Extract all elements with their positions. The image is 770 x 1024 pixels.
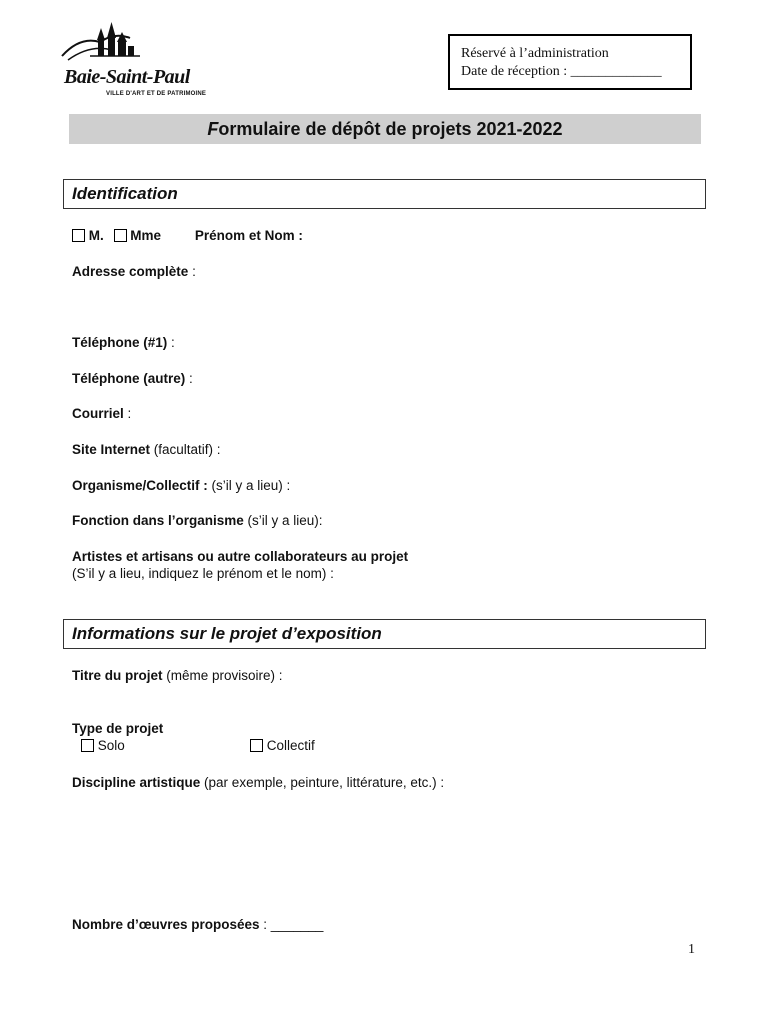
title-rest: ormulaire de dépôt de projets 2021-2022 — [218, 118, 563, 139]
label-nombre-oeuvres: Nombre d’œuvres proposées — [72, 917, 260, 932]
field-organisme — [72, 478, 290, 493]
label-discipline: Discipline artistique — [72, 775, 201, 790]
logo-name: Baie-Saint-Paul — [64, 66, 190, 88]
admin-reserved-box — [448, 34, 692, 90]
label-site-internet: Site Internet — [72, 442, 151, 457]
label-discipline-suffix: (par exemple, peinture, littérature, etc.) : — [200, 775, 445, 790]
label-m: M. — [88, 228, 104, 243]
field-discipline — [72, 775, 444, 790]
page-number: 1 — [688, 942, 695, 957]
field-artistes — [72, 548, 408, 582]
label-fonction-suffix: (s’il y a lieu): — [243, 513, 323, 528]
field-telephone-autre — [72, 371, 193, 386]
label-titre-projet-suffix: (même provisoire) : — [162, 668, 283, 683]
label-telephone-autre: Téléphone (autre) — [72, 371, 186, 386]
form-title — [69, 114, 701, 144]
label-adresse: Adresse complète — [72, 264, 189, 279]
label-type-projet — [72, 721, 163, 736]
label-collectif: Collectif — [266, 738, 315, 753]
label-adresse-suffix: : — [188, 264, 196, 279]
label-fonction: Fonction dans l’organisme — [72, 513, 244, 528]
checkbox-mme[interactable] — [114, 229, 127, 242]
logo-tagline: VILLE D'ART ET DE PATRIMOINE — [106, 91, 207, 97]
label-courriel-suffix: : — [123, 406, 132, 421]
label-telephone-1: Téléphone (#1) — [72, 335, 168, 350]
town-skyline-icon — [60, 14, 210, 74]
checkbox-solo[interactable] — [81, 739, 94, 752]
label-organisme-suffix: (s’il y a lieu) : — [207, 478, 291, 493]
field-site-internet — [72, 442, 221, 457]
label-telephone-1-suffix: : — [167, 335, 175, 350]
field-adresse — [72, 264, 196, 279]
label-site-internet-suffix: (facultatif) : — [150, 442, 221, 457]
label-prenom-nom: Prénom et Nom : — [194, 228, 303, 243]
option-solo — [81, 738, 125, 753]
label-telephone-autre-suffix: : — [185, 371, 193, 386]
admin-reception-date: Date de réception : _____________ — [461, 64, 662, 79]
section-identification: Identification — [63, 179, 706, 209]
checkbox-collectif[interactable] — [250, 739, 263, 752]
label-artistes: Artistes et artisans ou autre collaborateurs au projet — [72, 549, 409, 564]
field-fonction — [72, 513, 323, 528]
checkbox-m[interactable] — [72, 229, 85, 242]
label-courriel: Courriel — [72, 406, 124, 421]
admin-line-1: Réservé à l’administration — [461, 46, 609, 61]
label-artistes-note: (S’il y a lieu, indiquez le prénom et le nom) : — [72, 566, 334, 581]
field-telephone-1 — [72, 335, 175, 350]
field-nombre-oeuvres — [72, 917, 323, 932]
civility-row — [72, 228, 303, 243]
label-mme: Mme — [130, 228, 162, 243]
label-type-projet-text: Type de projet — [72, 721, 164, 736]
option-collectif — [250, 738, 315, 753]
label-organisme: Organisme/Collectif : — [72, 478, 208, 493]
field-titre-projet — [72, 668, 283, 683]
baie-saint-paul-logo — [60, 14, 210, 104]
field-courriel — [72, 406, 131, 421]
title-first-letter: F — [207, 118, 219, 139]
label-solo: Solo — [97, 738, 125, 753]
label-titre-projet: Titre du projet — [72, 668, 163, 683]
section-projet: Informations sur le projet d’exposition — [63, 619, 706, 649]
label-nombre-oeuvres-suffix: : _______ — [259, 917, 324, 932]
